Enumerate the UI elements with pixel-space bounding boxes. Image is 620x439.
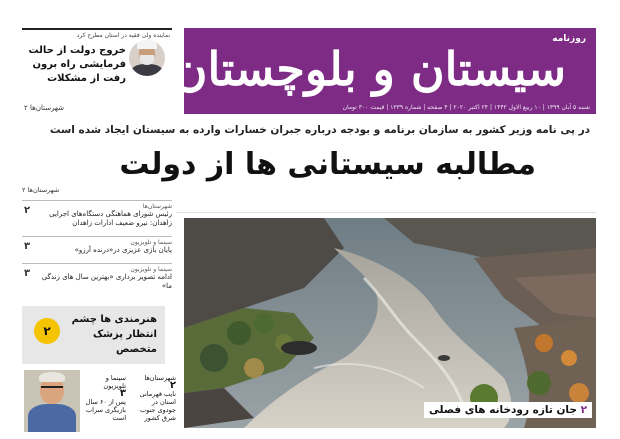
list-item-text: ادامه تصویر برداری «بهترین سال های زندگی ما» — [41, 273, 172, 290]
list-item-text: رئیس شورای هماهنگی دستگاه‌های اجرایی زاهدان: نیرو ضعیف ادارات زاهدان — [49, 210, 172, 227]
list-item-section: سینما و تلویزیون — [130, 239, 172, 246]
list-item-page: ۳ — [24, 268, 31, 279]
sidebar-top-label: نماینده ولی فقیه در استان مطرح کرد — [76, 32, 170, 39]
list-item[interactable] — [22, 200, 172, 230]
seasonal-river-flood-photo[interactable] — [184, 218, 596, 428]
list-item-text: پایان بازی عزیزی در«درنده آرزو» — [74, 246, 172, 254]
sidebar-top-text: خروج دولت از حالت فرمایشی راه برون رفت از مشکلات — [28, 45, 126, 84]
bottom-item-page: ۳ — [119, 388, 126, 399]
page-number-badge: ۲ — [34, 318, 60, 344]
list-item-page: ۳ — [24, 241, 31, 252]
feature-box[interactable] — [22, 306, 165, 364]
actor-photo — [24, 370, 80, 432]
feature-box-text: هنرمندی ها چشم انتظار پزشک متخصص — [71, 314, 157, 355]
photo-caption-page: ۲ — [580, 404, 587, 416]
flood-photo-illustration — [184, 218, 596, 428]
list-item-page: ۲ — [24, 205, 31, 216]
bottom-item-text: نایب قهرمانی استان در جودوی جنوب شرق کشور — [139, 390, 176, 422]
sidebar-list — [22, 200, 172, 293]
list-item[interactable] — [22, 263, 172, 293]
masthead — [173, 28, 596, 114]
bottom-item-text: پس از ۶۰ سال بازیگری سراب است — [85, 398, 126, 422]
photo-caption — [424, 402, 592, 418]
person-portrait-icon — [129, 40, 165, 76]
masthead-kicker: روزنامه — [552, 34, 586, 44]
list-item[interactable] — [22, 236, 172, 257]
divider — [176, 212, 596, 213]
lead-subhead: در پی نامه وزیر کشور به سازمان برنامه و بودجه درباره جبران خسارات وارده به سیستان ایجاد شده است — [49, 124, 590, 136]
bottom-item-cities[interactable] — [132, 374, 176, 422]
photo-caption-text: جان تازه رودخانه های فصلی — [428, 404, 577, 416]
lead-headline[interactable]: مطالبه سیستانی ها از دولت — [119, 147, 536, 182]
bottom-item-section: سینما و تلویزیون — [103, 374, 126, 390]
newspaper-title: سیستان و بلوچستان — [173, 42, 566, 96]
bottom-item-cinema[interactable] — [82, 374, 126, 422]
dateline: شنبه ۵ آبان ۱۳۹۹ | ۱۰ ربیع الاول ۱۴۴۲ | ۲۴ اکتبر ۲۰۲۰ | ۴ صفحه | شماره ۱۳۳۹ | قیمت ۳۰۰ تومان — [342, 104, 590, 111]
lead-page-ref: شهرستان‌ها ۲ — [22, 186, 60, 194]
bottom-item-section: شهرستان‌ها — [144, 374, 176, 382]
sidebar-top-page-ref: شهرستان‌ها ۲ — [24, 104, 65, 112]
list-item-section: شهرستان‌ها — [142, 203, 172, 210]
list-item-section: سینما و تلویزیون — [130, 266, 172, 273]
bottom-left-section — [22, 370, 176, 432]
bottom-item-page: ۲ — [169, 380, 176, 391]
